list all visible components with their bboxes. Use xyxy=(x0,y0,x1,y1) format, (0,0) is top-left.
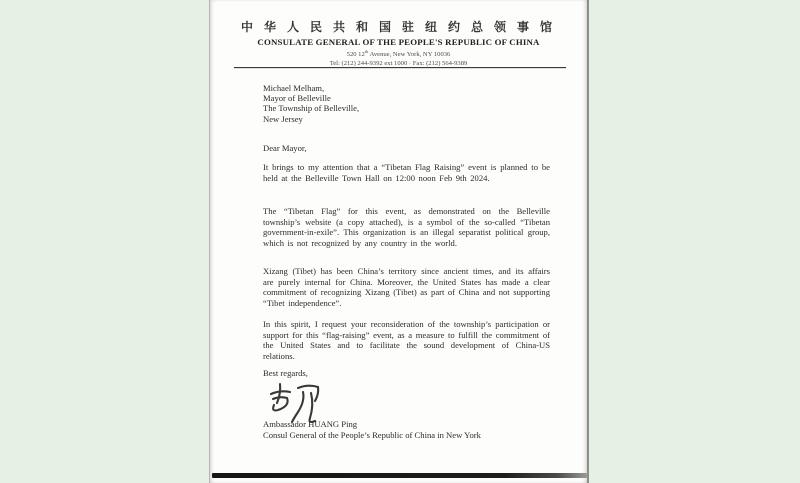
letter-paragraph: The “Tibetan Flag” for this event, as demonstrated on the Belleville township’s website (a copy attached), is a symbol of the so-called “Tibetan government-in-exile”. This organization is an illegal separatist political group, which is not recognized by any country in the world. xyxy=(263,206,550,248)
recipient-line: Mayor of Belleville xyxy=(263,93,331,104)
address-number: 520 12 xyxy=(346,51,365,59)
scan-edge-bar xyxy=(212,473,587,478)
signer-name: Ambassador HUANG Ping xyxy=(263,419,358,429)
salutation: Dear Mayor, xyxy=(263,143,307,153)
recipient-block xyxy=(263,83,550,124)
letter-paragraph: It brings to my attention that a “Tibetan Flag Raising” event is planned to be held at the Belleville Town Hall on 12:00 noon Feb 9th 2024. xyxy=(263,162,550,183)
letterhead xyxy=(210,18,587,67)
letter-paragraph: Xizang (Tibet) has been China’s territory since ancient times, and its affairs are purely internal for China. Moreover, the United States has made a clear commitment of recognizing Xizang (Tibet) as part of China and not supporting “Tibet independence”. xyxy=(263,266,550,308)
consulate-chinese-title: 中 华 人 民 共 和 国 驻 纽 约 总 领 事 馆 xyxy=(240,20,556,34)
letter-paragraph: In this spirit, I request your reconsideration of the township’s participation or support for this “flag-raising” event, as a measure to fulfill the commitment of the United States and to facilitate the sound development of China-US relations. xyxy=(263,319,550,361)
consulate-english-title: CONSULATE GENERAL OF THE PEOPLE'S REPUBLIC OF CHINA xyxy=(257,37,540,47)
address-ordinal: th xyxy=(364,49,369,54)
address-rest: Avenue, New York, NY 10036 xyxy=(368,51,451,59)
consulate-address xyxy=(210,49,587,58)
letter-page xyxy=(209,0,589,483)
recipient-line: Michael Melham, xyxy=(263,83,325,93)
recipient-line: New Jersey xyxy=(263,113,303,124)
signer-title: Consul General of the People’s Republic of China in New York xyxy=(263,429,481,440)
letterhead-divider xyxy=(234,67,566,68)
consulate-contact-line: Tel: (212) 244-9392 ext 1000 · Fax: (212) 564-9389 xyxy=(329,60,468,68)
recipient-line: The Township of Belleville, xyxy=(263,103,360,114)
signer-block xyxy=(263,419,550,440)
closing-regards: Best regards, xyxy=(263,368,308,378)
